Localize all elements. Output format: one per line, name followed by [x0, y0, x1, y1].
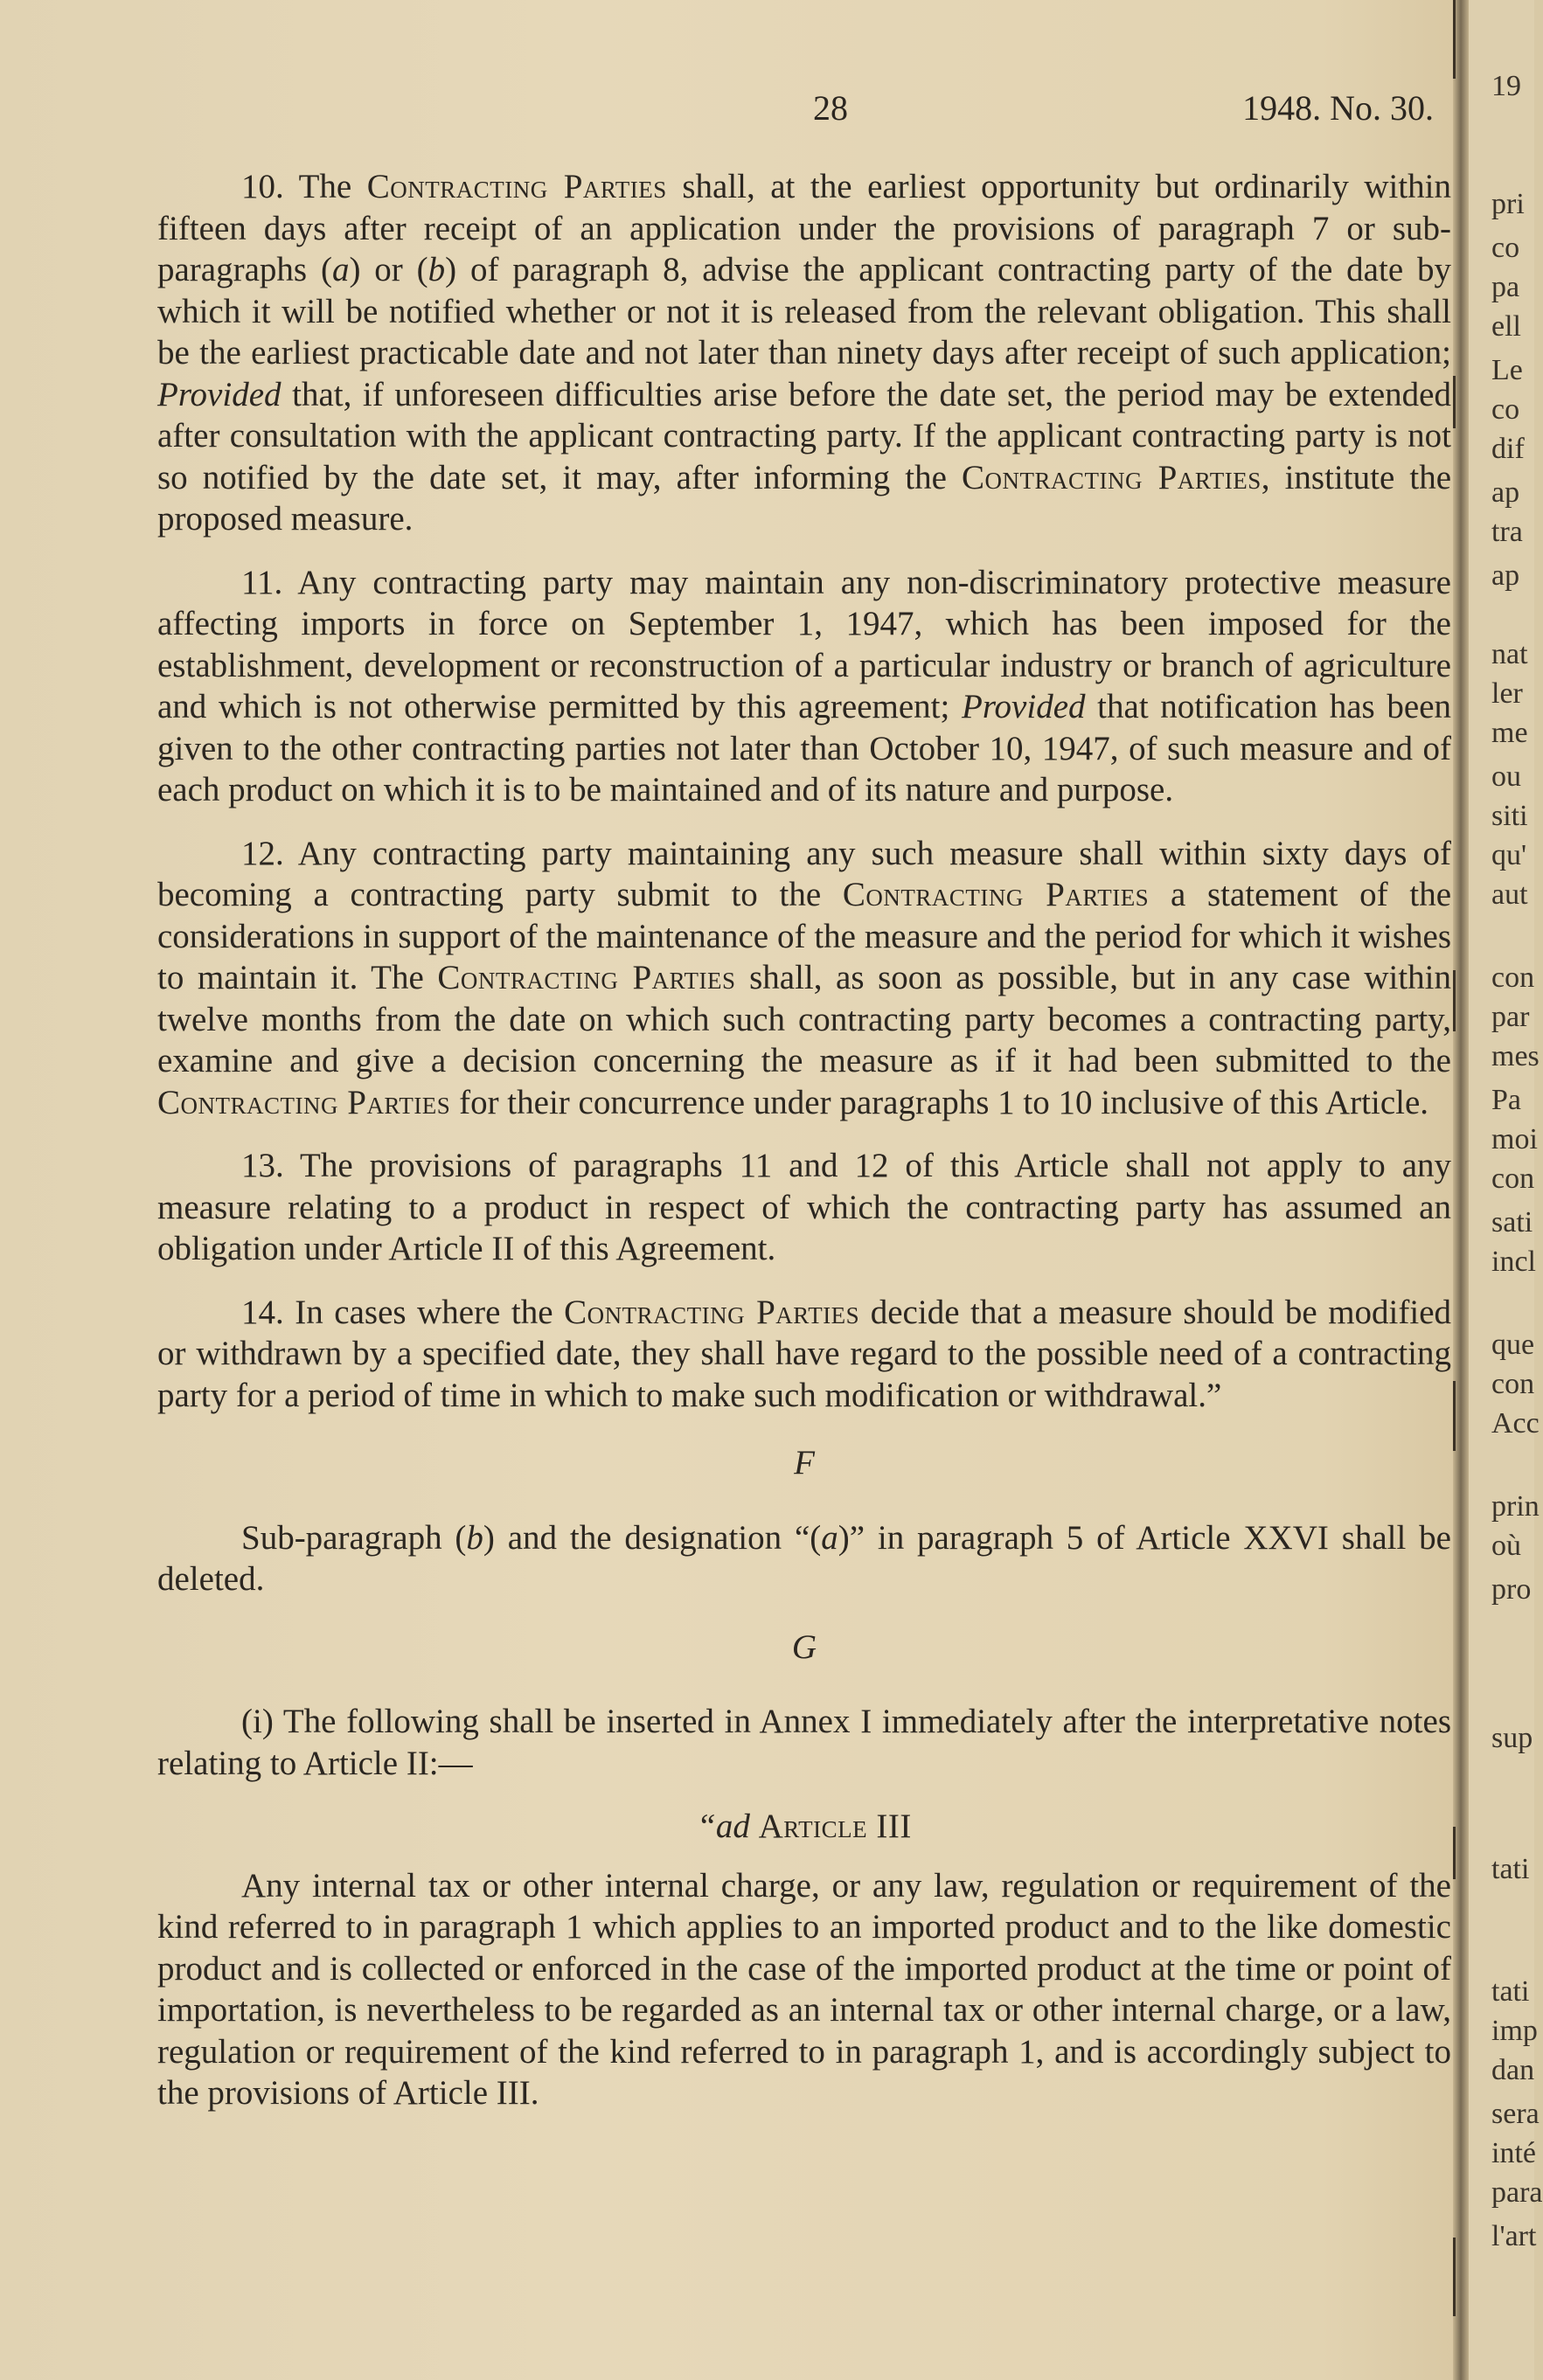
facing-page-fragment: tra	[1491, 516, 1523, 548]
facing-page-fragment: sati	[1491, 1206, 1533, 1239]
text-run: shall, as soon as possible, but in any case within twelve months from the date on which such contracting party becomes a contracting party, examine and give a decision concerning the measure as if it had been submitted to the	[157, 959, 1452, 1079]
contracting-parties-term: Contracting Parties	[157, 1083, 451, 1121]
italic-letter: b	[427, 251, 446, 288]
facing-page-fragment: ell	[1491, 310, 1521, 343]
gutter-rule	[1453, 2238, 1456, 2316]
gutter-rule	[1453, 1381, 1456, 1451]
text-run: ) of paragraph 8, advise the applicant contracting party of the date by which it will be notified whether or not it is released from the relevant obligation. This shall be the earliest practicable date and not later than ninety days after receipt of such application;	[157, 251, 1451, 371]
gutter-rule	[1453, 376, 1456, 428]
text-run: a statement of the considerations in support of the maintenance of the measure and the period for which it wishes to maintain it. The	[157, 876, 1452, 996]
text-run: Any contracting party maintaining any such measure shall within sixty days of becoming a contracting party submit to the	[157, 834, 1451, 913]
text-run: , institute the proposed measure.	[157, 458, 1452, 538]
paragraph-11	[157, 562, 1451, 811]
open-quote: “	[697, 1808, 716, 1845]
facing-page-fragment: Le	[1491, 354, 1523, 386]
facing-page-fragment: sup	[1491, 1722, 1533, 1754]
contracting-parties-term: Contracting Parties	[962, 458, 1262, 496]
paragraph-14	[157, 1292, 1451, 1417]
facing-page-fragment: Acc	[1491, 1407, 1540, 1440]
facing-page-fragment: qu'	[1491, 839, 1527, 871]
paragraph-13	[157, 1145, 1451, 1270]
year-and-number: 1948. No. 30.	[1242, 88, 1434, 128]
text-run: )” in paragraph 5 of Article XXVI shall be deleted.	[157, 1518, 1451, 1598]
text-run: ) and the designation “(	[483, 1518, 822, 1557]
facing-page-fragment: ap	[1491, 559, 1520, 592]
text-run: Any contracting party may maintain any non-discriminatory protective measure affecting imports in force on September 1, 1947, which has been imposed for the establishment, development or reconstruction of a particular industry or branch of agriculture and which is not otherwise permitted by this agreement;	[157, 563, 1451, 725]
article-reference: Article III	[758, 1808, 912, 1845]
facing-page-fragment: inté	[1491, 2137, 1536, 2169]
facing-page-fragment: mes	[1491, 1040, 1540, 1072]
facing-page-fragment: ap	[1491, 476, 1520, 509]
facing-page-fragment: co	[1491, 232, 1520, 264]
text-run: shall, at the earliest opportunity but ordinarily within fifteen days after receipt of an application under the provisions of paragraph 7 or sub-paragraphs (	[157, 168, 1452, 288]
facing-page-fragment: imp	[1491, 2015, 1538, 2047]
facing-page-fragment: me	[1491, 717, 1528, 749]
facing-page-fragment: co	[1491, 393, 1520, 426]
text-run: for their concurrence under paragraphs 1 to 10 inclusive of this Article.	[459, 1083, 1429, 1121]
text-run: that notification has been given to the other contracting parties not later than October 10, 1947, of such measure and of each product on which it is to be maintained and of its nature and purpose.	[157, 688, 1452, 808]
text-run: The	[298, 168, 352, 205]
facing-page-fragment: 19	[1491, 70, 1521, 102]
facing-page-fragment: con	[1491, 1368, 1535, 1400]
provided-term: Provided	[157, 375, 281, 413]
facing-page-fragment: aut	[1491, 878, 1528, 911]
provided-term: Provided	[962, 688, 1086, 725]
facing-page-fragment: pri	[1491, 188, 1525, 220]
section-heading-f: F	[794, 1444, 815, 1481]
paragraph-number: 10.	[241, 168, 284, 205]
page-number: 28	[813, 88, 848, 128]
document-body	[157, 166, 1451, 2136]
gutter-rule	[1453, 1827, 1456, 1879]
facing-page-fragment: con	[1491, 961, 1535, 994]
contracting-parties-term: Contracting Parties	[842, 876, 1150, 913]
book-gutter	[1453, 0, 1469, 2380]
gutter-rule	[1453, 0, 1456, 79]
facing-page-fragment: par	[1491, 1001, 1530, 1033]
contracting-parties-term: Contracting Parties	[564, 1293, 860, 1331]
contracting-parties-term: Contracting Parties	[366, 168, 667, 205]
text-run: ) or (	[349, 251, 428, 288]
facing-page-fragment: dan	[1491, 2054, 1535, 2086]
page-header	[157, 87, 1451, 140]
facing-page-fragment: con	[1491, 1162, 1535, 1195]
annex-note-heading	[157, 1806, 1451, 1848]
text-run: Sub-paragraph (	[241, 1518, 467, 1557]
text-run: decide that a measure should be modified or withdrawn by a specified date, they shall have regard to the possible need of a contracting party for a period of time in which to make such modification or withdrawal.”	[157, 1293, 1452, 1414]
facing-page-fragment: tati	[1491, 1975, 1530, 2008]
section-heading-g: G	[791, 1627, 817, 1666]
ad-term: ad	[715, 1808, 750, 1845]
facing-page-fragment: que	[1491, 1329, 1535, 1361]
facing-page-fragment: tati	[1491, 1853, 1530, 1885]
facing-page-fragment: pa	[1491, 271, 1520, 303]
facing-page-fragment: sera	[1491, 2098, 1540, 2130]
italic-letter: a	[821, 1518, 838, 1557]
paragraph-10	[157, 166, 1451, 540]
facing-page-fragment: siti	[1491, 800, 1528, 832]
section-g-text: (i) The following shall be inserted in Annex I immediately after the interpretative notes relating to Article II:—	[157, 1703, 1451, 1782]
facing-page-fragment: ler	[1491, 677, 1523, 710]
paragraph-number: 12.	[241, 834, 284, 872]
facing-page-fragment: où	[1491, 1530, 1521, 1562]
facing-page-fragment: dif	[1491, 433, 1525, 465]
paragraph-12	[157, 833, 1451, 1124]
paragraph-number: 13.	[241, 1147, 284, 1184]
facing-page-fragment: para	[1491, 2176, 1543, 2209]
section-f-text	[157, 1517, 1451, 1600]
facing-page-fragment: moi	[1491, 1123, 1538, 1155]
facing-page-fragment: pro	[1491, 1573, 1532, 1606]
facing-page-fragment: Pa	[1491, 1084, 1521, 1116]
contracting-parties-term: Contracting Parties	[437, 959, 736, 996]
paragraph-number: 11.	[241, 563, 283, 601]
facing-page-fragment: incl	[1491, 1246, 1536, 1278]
text-run: The provisions of paragraphs 11 and 12 of this Article shall not apply to any measure relating to a product in respect of which the contracting party has assumed an obligation under Article II of this Agreement.	[157, 1147, 1452, 1267]
facing-page-fragment: ou	[1491, 760, 1521, 793]
annex-note-text: Any internal tax or other internal charge, or any law, regulation or requirement of the kind referred to in paragraph 1 which applies to an imported product and to the like domestic product and is collected or enforced in the case of the imported product at the time or point of importation, is nevertheless to be regarded as an internal tax or other internal charge, or a law, regulation or requirement of the kind referred to in paragraph 1, and is accordingly subject to the provisions of Article III.	[157, 1866, 1451, 2112]
text-run: In cases where the	[295, 1293, 553, 1331]
italic-letter: a	[331, 251, 350, 288]
text-run: that, if unforeseen difficulties arise before the date set, the period may be extended after consultation with the applicant contracting party. If the applicant contracting party is not so notified by the date set, it may, after informing the	[157, 375, 1451, 496]
italic-letter: b	[466, 1518, 483, 1557]
facing-page-fragment: l'art	[1491, 2220, 1537, 2252]
facing-page-fragment: nat	[1491, 638, 1528, 670]
facing-page-fragment: prin	[1491, 1490, 1540, 1523]
paragraph-number: 14.	[241, 1293, 284, 1331]
gutter-rule	[1453, 970, 1456, 1031]
